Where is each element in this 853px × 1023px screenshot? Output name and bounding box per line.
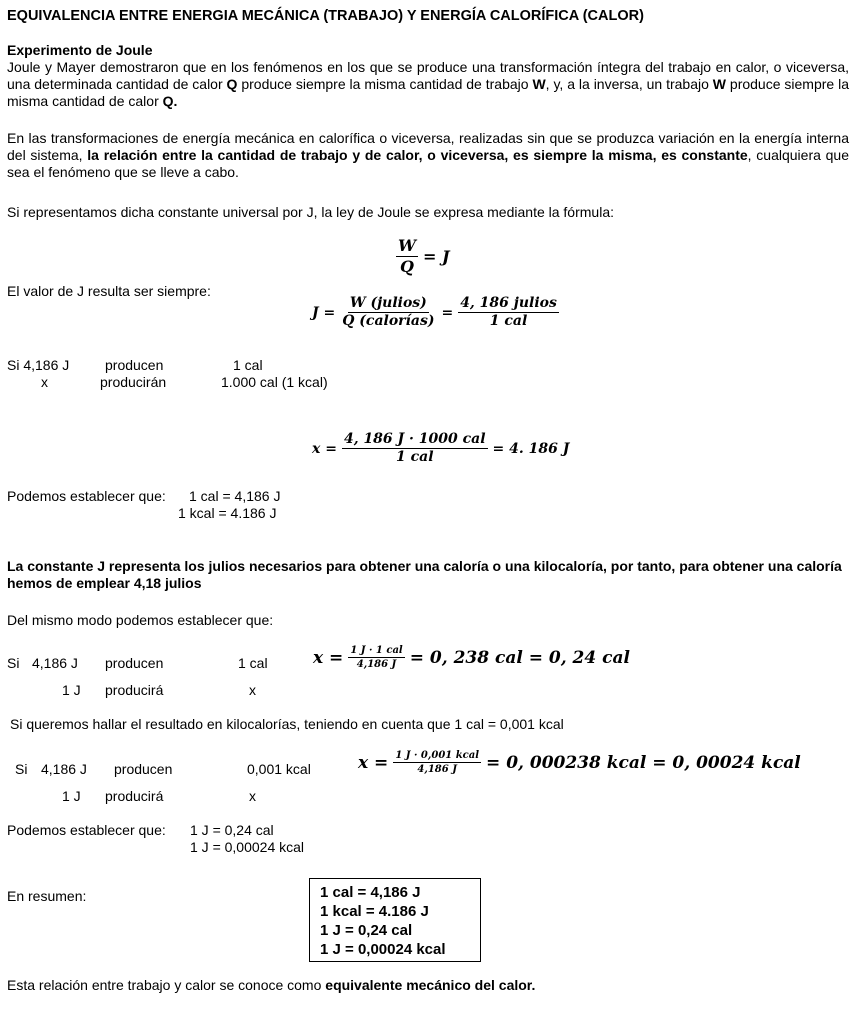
summary-label: En resumen: (7, 888, 87, 904)
section-heading: Experimento de Joule (7, 42, 153, 58)
formula-intro-text: Si representamos dicha constante universal por J, la ley de Joule se expresa mediante la fórmula: (7, 204, 614, 220)
same-way-text: Del mismo modo podemos establecer que: (7, 612, 274, 628)
formula-j-value: J = $\frac{\text{W (julios)}}{\text{Q (calorías)}}$ = $\frac{\text{4, 186 julios}}{\text{1 cal}}$ (312, 295, 557, 330)
j-value-text: El valor de J resulta ser siempre: (7, 283, 211, 299)
summary-line: 1 cal = 4,186 J (320, 884, 421, 901)
formula-kcal-joules: x = $\frac{\text{4, 186 J · 1000 cal}}{\text{1 cal}}$ = 4. 186 J (312, 431, 570, 466)
formula-joule-to-cal: x = $\frac{\text{1 J · 1 cal}}{4,186 J}$ = 0, 238 cal = 0, 24 cal (313, 645, 630, 670)
intro-paragraph: Joule y Mayer demostraron que en los fenómenos en los que se produce una transformación íntegra del trabajo en calor, o viceversa, una determinada cantidad de calor Q produce siempre la misma cantidad de trabajo W, y, a la inversa, un trabajo W produce siempre la misma cantidad de calor Q. (7, 59, 849, 109)
final-statement: Esta relación entre trabajo y calor se conoce como equivalente mecánico del calor. (7, 977, 536, 993)
kcal-intro-text: Si queremos hallar el resultado en kilocalorías, teniendo en cuenta que 1 cal = 0,001 kcal (10, 716, 564, 732)
summary-line: 1 kcal = 4.186 J (320, 903, 429, 920)
summary-line: 1 J = 0,00024 kcal (320, 941, 446, 958)
summary-line: 1 J = 0,24 cal (320, 922, 413, 939)
formula-joule-to-kcal: x = $\frac{\text{1 J · 0,001 kcal}}{4,186 J}$ = 0, 000238 kcal = 0, 00024 kcal (358, 750, 801, 775)
bold-statement: La constante J representa los julios necesarios para obtener una caloría o una kilocaloría, por tanto, para obtener una caloría hemos de emplear 4,18 julios (7, 558, 842, 591)
formula-joule-law: $\frac{W}{Q}$ = J (398, 236, 450, 276)
summary-box (309, 878, 481, 962)
page-title: EQUIVALENCIA ENTRE ENERGIA MECÁNICA (TRABAJO) Y ENERGÍA CALORÍFICA (CALOR) (7, 8, 644, 24)
constant-paragraph: En las transformaciones de energía mecánica en calorífica o viceversa, realizadas sin que se produzca variación en la energía interna del sistema, la relación entre la cantidad de trabajo y de calor, o viceversa, es siempre la misma, es constante, cualquiera que sea el fenómeno que se lleve a cabo. (7, 130, 849, 180)
